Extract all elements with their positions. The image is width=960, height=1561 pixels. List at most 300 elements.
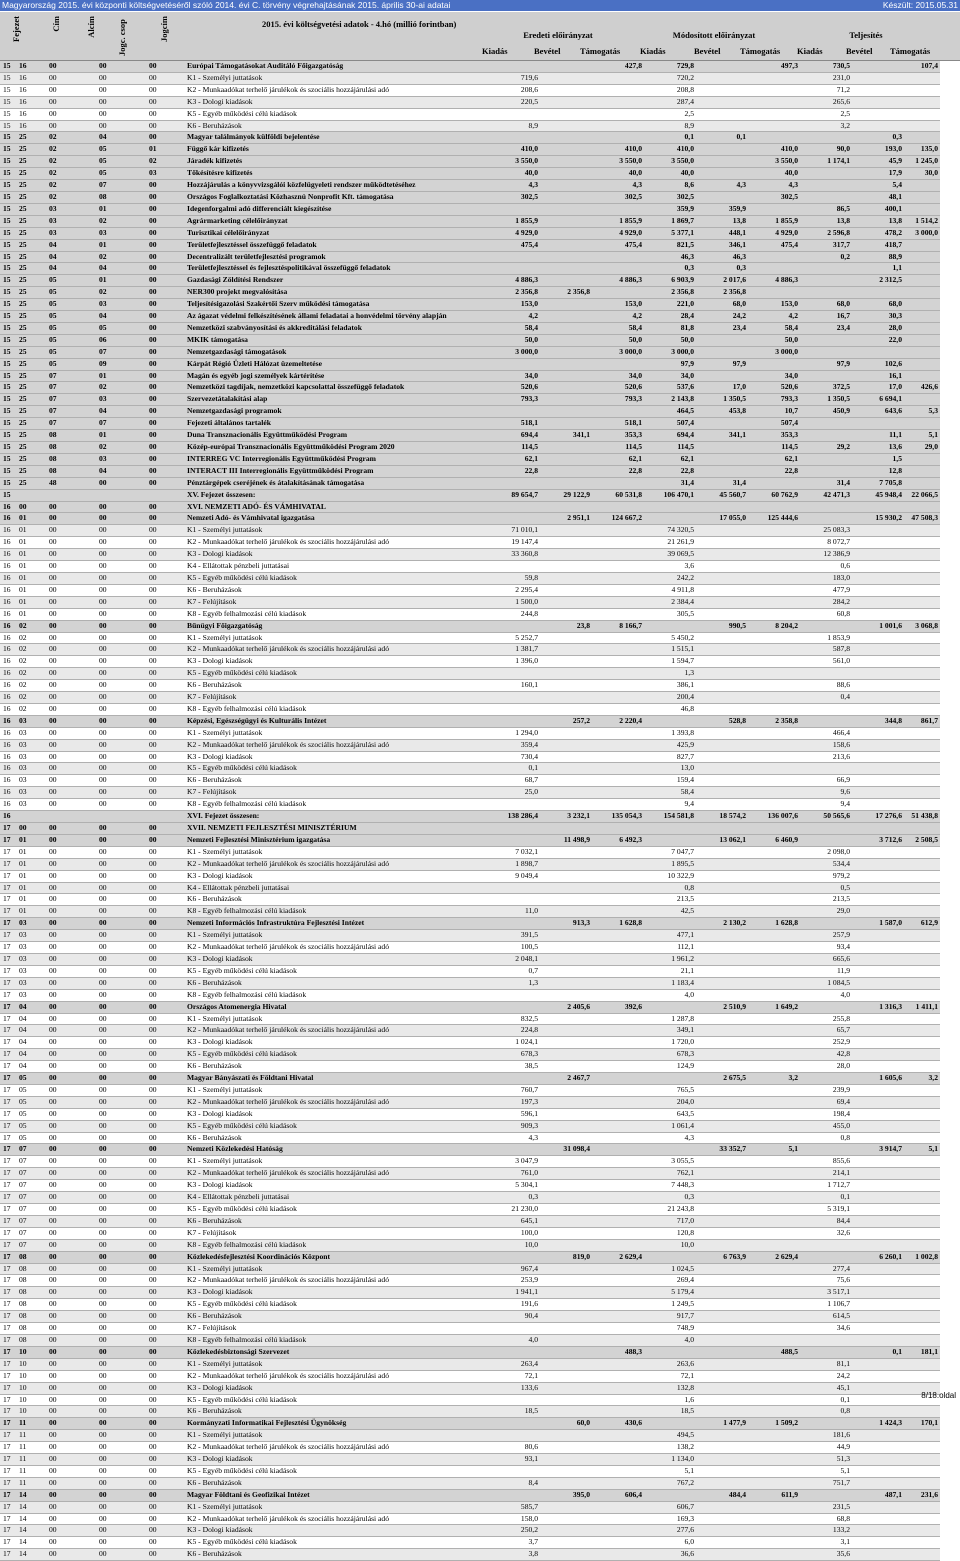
value-cell [592,1192,644,1204]
value-cell [696,1311,748,1323]
value-cell: 50,0 [644,334,696,346]
value-cell [592,1287,644,1299]
value-cell: 18 574,2 [696,811,748,823]
code-cell: 16 [0,703,16,715]
value-cell: 257,2 [540,715,592,727]
value-cell [644,715,696,727]
value-cell [592,608,644,620]
value-cell [852,1311,904,1323]
code-cell: 17 [0,1156,16,1168]
value-cell [904,1192,940,1204]
value-cell [696,1049,748,1061]
value-cell: 10 322,9 [644,870,696,882]
value-cell [488,1251,540,1263]
value-cell: 3 000,0 [644,346,696,358]
item-name: K1 - Személyi juttatások [184,632,488,644]
value-cell [592,84,644,96]
table-row [0,751,940,763]
value-cell [748,1049,800,1061]
value-cell: 65,7 [800,1025,852,1037]
code-cell: 03 [146,168,184,180]
value-cell [904,751,940,763]
code-cell: 05 [16,1132,46,1144]
value-cell: 62,1 [488,453,540,465]
value-cell: 10,0 [488,1239,540,1251]
value-cell [540,1037,592,1049]
code-cell: 00 [146,1549,184,1561]
value-cell: 2 629,4 [748,1251,800,1263]
code-cell: 17 [0,846,16,858]
value-cell [852,1525,904,1537]
item-name: K2 - Munkaadókat terhelő járulékok és szociális hozzájárulási adó [184,84,488,96]
value-cell: 60 762,9 [748,489,800,501]
value-cell [540,203,592,215]
value-cell: 990,5 [696,620,748,632]
table-row [0,823,940,835]
value-cell [852,739,904,751]
code-cell: 01 [16,561,46,573]
code-cell: 07 [46,394,96,406]
value-cell [748,930,800,942]
value-cell [852,787,904,799]
code-cell: 25 [16,299,46,311]
code-cell: 01 [16,584,46,596]
value-cell [696,1382,748,1394]
value-cell: 160,1 [488,680,540,692]
code-cell: 17 [0,1025,16,1037]
code-cell: 00 [146,823,184,835]
value-cell [904,846,940,858]
value-cell [748,739,800,751]
item-name: K2 - Munkaadókat terhelő járulékok és szociális hozzájárulási adó [184,644,488,656]
item-name: Nemzeti Fejlesztési Minisztérium igazgatása [184,834,488,846]
table-row [0,668,940,680]
value-cell: 51,3 [800,1454,852,1466]
code-cell: 00 [96,1108,146,1120]
value-cell [696,656,748,668]
value-cell: 1 381,7 [488,644,540,656]
code-cell: 25 [16,251,46,263]
item-name: K5 - Egyéb működési célú kiadások [184,572,488,584]
value-cell [540,1549,592,1561]
table-row [0,1061,940,1073]
table-row [0,906,940,918]
value-cell: 153,0 [748,299,800,311]
value-cell [696,1013,748,1025]
item-name: K2 - Munkaadókat terhelő járulékok és szociális hozzájárulási adó [184,942,488,954]
code-cell: 16 [0,751,16,763]
code-cell: 00 [96,1120,146,1132]
code-cell: 16 [0,811,16,823]
value-cell: 1 898,7 [488,858,540,870]
value-cell: 31,4 [800,477,852,489]
code-cell: 00 [46,882,96,894]
table-row [0,1370,940,1382]
value-cell: 643,5 [644,1108,696,1120]
value-cell [748,1430,800,1442]
value-cell [592,644,644,656]
code-cell: 17 [0,1382,16,1394]
value-cell [592,108,644,120]
code-cell: 00 [146,215,184,227]
value-cell: 1 720,0 [644,1037,696,1049]
value-cell: 183,0 [800,572,852,584]
value-cell [904,977,940,989]
value-cell [748,72,800,84]
code-cell: 16 [0,680,16,692]
value-cell: 372,5 [800,382,852,394]
code-cell: 00 [46,1227,96,1239]
value-cell [696,561,748,573]
code-cell: 07 [16,1192,46,1204]
code-cell: 00 [146,1156,184,1168]
value-cell [696,1096,748,1108]
table-row [0,72,940,84]
code-cell: 00 [146,549,184,561]
code-cell: 00 [146,1287,184,1299]
code-cell: 17 [0,930,16,942]
code-cell: 02 [16,668,46,680]
code-cell: 03 [96,453,146,465]
value-cell [540,1323,592,1335]
value-cell: 9,6 [800,787,852,799]
value-cell: 135 054,3 [592,811,644,823]
value-cell: 62,1 [644,453,696,465]
code-cell: 01 [16,513,46,525]
value-cell [540,799,592,811]
code-cell: 00 [46,72,96,84]
code-cell: 16 [0,715,16,727]
value-cell [696,870,748,882]
code-cell: 17 [0,1227,16,1239]
code-cell: 00 [46,1430,96,1442]
value-cell [904,132,940,144]
code-cell: 11 [16,1430,46,1442]
value-cell: 124,9 [644,1061,696,1073]
code-cell: 00 [146,751,184,763]
code-cell: 17 [0,1132,16,1144]
value-cell [540,1061,592,1073]
value-cell: 1 895,5 [644,858,696,870]
code-cell: 00 [46,1084,96,1096]
table-row [0,584,940,596]
item-name: K6 - Beruházások [184,775,488,787]
code-cell: 08 [16,1323,46,1335]
code-cell: 17 [0,977,16,989]
value-cell [592,1454,644,1466]
table-row [0,1120,940,1132]
value-cell: 17,9 [852,168,904,180]
code-cell: 00 [46,787,96,799]
code-cell: 00 [96,763,146,775]
value-cell: 1 628,8 [748,918,800,930]
code-cell: 01 [16,608,46,620]
table-row [0,1227,940,1239]
value-cell [696,787,748,799]
value-cell: 518,1 [488,418,540,430]
value-cell [488,918,540,930]
value-cell: 2 048,1 [488,953,540,965]
value-cell [800,918,852,930]
value-cell [592,584,644,596]
table-row [0,834,940,846]
code-cell: 08 [16,1311,46,1323]
value-cell: 71 010,1 [488,525,540,537]
value-cell [852,858,904,870]
code-cell: 01 [16,846,46,858]
item-name: K7 - Felújítások [184,1323,488,1335]
code-cell: 00 [46,1144,96,1156]
value-cell [540,299,592,311]
value-cell [904,477,940,489]
value-cell: 1,1 [852,263,904,275]
item-name: K3 - Dologi kiadások [184,751,488,763]
subcol: Támogatás [890,46,931,56]
value-cell [696,608,748,620]
value-cell: 678,3 [488,1049,540,1061]
code-cell: 00 [146,287,184,299]
code-cell: 00 [46,799,96,811]
value-cell [696,668,748,680]
item-name: XVI. Fejezet összesen: [184,811,488,823]
value-cell: 31 098,4 [540,1144,592,1156]
value-cell [696,1192,748,1204]
code-cell: 07 [16,1168,46,1180]
value-cell [852,1013,904,1025]
code-cell: 16 [0,549,16,561]
item-name: K1 - Személyi juttatások [184,1263,488,1275]
table-row [0,311,940,323]
value-cell [540,382,592,394]
value-cell [696,680,748,692]
code-cell: 00 [46,942,96,954]
value-cell [748,751,800,763]
value-cell: 1 509,2 [748,1418,800,1430]
value-cell: 1 594,7 [644,656,696,668]
code-cell: 00 [146,965,184,977]
code-cell: 00 [146,1073,184,1085]
item-name: K8 - Egyéb felhalmozási célú kiadások [184,799,488,811]
value-cell: 488,3 [592,1346,644,1358]
value-cell [592,1084,644,1096]
value-cell: 124 667,2 [592,513,644,525]
code-cell: 00 [46,763,96,775]
value-cell: 8,6 [644,180,696,192]
code-cell: 00 [146,894,184,906]
code-cell: 00 [146,370,184,382]
value-cell: 3 550,0 [592,156,644,168]
value-cell [592,977,644,989]
value-cell: 1 001,6 [852,620,904,632]
value-cell: 133,2 [800,1525,852,1537]
value-cell: 359,4 [488,739,540,751]
code-cell: 00 [96,1382,146,1394]
item-name: Területfejlesztéssel és fejlesztéspolitikával összefüggő feladatok [184,263,488,275]
item-name: K2 - Munkaadókat terhelő járulékok és szociális hozzájárulási adó [184,1025,488,1037]
code-cell: 01 [16,882,46,894]
value-cell: 9 049,4 [488,870,540,882]
item-name: K6 - Beruházások [184,584,488,596]
value-cell: 4,3 [488,180,540,192]
code-cell: 15 [0,287,16,299]
value-cell: 22,8 [592,465,644,477]
value-cell: 819,0 [540,1251,592,1263]
code-cell: 00 [146,191,184,203]
code-cell: 00 [146,1263,184,1275]
code-cell: 03 [16,942,46,954]
item-name: K3 - Dologi kiadások [184,1108,488,1120]
value-cell [592,823,644,835]
value-cell [696,549,748,561]
value-cell [904,465,940,477]
value-cell: 3 000,0 [592,346,644,358]
value-cell [540,144,592,156]
value-cell [748,251,800,263]
item-name: K1 - Személyi juttatások [184,72,488,84]
value-cell: 8 072,7 [800,537,852,549]
code-cell: 15 [0,406,16,418]
code-cell: 02 [16,656,46,668]
value-cell: 587,8 [800,644,852,656]
value-cell [852,549,904,561]
value-cell: 2 143,8 [644,394,696,406]
code-cell: 25 [16,394,46,406]
code-cell: 16 [0,799,16,811]
item-name: K7 - Felújítások [184,692,488,704]
value-cell [748,358,800,370]
code-cell: 17 [0,1465,16,1477]
code-cell: 04 [96,263,146,275]
value-cell [800,132,852,144]
code-cell: 05 [46,334,96,346]
value-cell [852,644,904,656]
value-cell [904,1406,940,1418]
table-row [0,620,940,632]
item-name: K6 - Beruházások [184,1061,488,1073]
value-cell: 208,8 [644,84,696,96]
code-cell: 00 [96,739,146,751]
value-cell: 50 565,6 [800,811,852,823]
value-cell: 4,3 [592,180,644,192]
value-cell [488,715,540,727]
value-cell [540,1382,592,1394]
value-cell: 3 712,6 [852,834,904,846]
code-cell: 17 [0,1477,16,1489]
value-cell [488,513,540,525]
code-cell: 00 [46,953,96,965]
code-cell: 17 [0,953,16,965]
value-cell [592,1227,644,1239]
table-row [0,1442,940,1454]
value-cell: 359,9 [696,203,748,215]
item-name: K3 - Dologi kiadások [184,1037,488,1049]
value-cell [488,882,540,894]
value-cell [488,501,540,513]
value-cell: 6 694,1 [852,394,904,406]
value-cell [748,977,800,989]
value-cell: 213,6 [800,751,852,763]
table-body [0,61,940,1561]
code-cell: 02 [46,156,96,168]
code-cell: 03 [46,227,96,239]
code-cell: 08 [16,1275,46,1287]
value-cell [904,453,940,465]
code-cell: 15 [0,215,16,227]
value-cell [904,1454,940,1466]
code-cell: 00 [96,775,146,787]
code-cell: 17 [0,1442,16,1454]
value-cell [696,84,748,96]
code-cell: 00 [146,1299,184,1311]
code-cell: 00 [146,537,184,549]
value-cell: 60,0 [540,1418,592,1430]
value-cell [904,501,940,513]
value-cell: 284,2 [800,596,852,608]
table-row [0,858,940,870]
code-cell: 00 [96,1180,146,1192]
value-cell: 425,9 [644,739,696,751]
value-cell: 62,1 [592,453,644,465]
value-cell [540,858,592,870]
table-row [0,811,940,823]
value-cell: 28,4 [644,311,696,323]
value-cell: 12 386,9 [800,549,852,561]
code-cell: 00 [96,977,146,989]
table-row [0,180,940,192]
value-cell: 8,4 [488,1477,540,1489]
code-cell: 17 [0,1537,16,1549]
code-cell: 00 [96,727,146,739]
value-cell [800,620,852,632]
code-cell [16,489,46,501]
value-cell [904,370,940,382]
code-cell: 00 [46,1394,96,1406]
value-cell: 17 276,6 [852,811,904,823]
code-cell: 00 [146,1382,184,1394]
value-cell: 45,1 [800,1382,852,1394]
item-name: K5 - Egyéb működési célú kiadások [184,1299,488,1311]
code-cell: 00 [146,1096,184,1108]
code-cell: 00 [96,1370,146,1382]
code-cell: 00 [146,561,184,573]
value-cell [592,930,644,942]
value-cell [540,703,592,715]
value-cell [852,1549,904,1561]
value-cell: 45,9 [852,156,904,168]
value-cell [748,692,800,704]
value-cell: 917,7 [644,1311,696,1323]
table-row [0,1013,940,1025]
code-cell: 00 [46,1323,96,1335]
code-cell: 25 [16,346,46,358]
value-cell: 12,8 [852,465,904,477]
item-name: K1 - Személyi juttatások [184,1084,488,1096]
value-cell [592,1537,644,1549]
value-cell [904,989,940,1001]
subcol: Támogatás [740,46,781,56]
value-cell: 0,1 [852,1346,904,1358]
value-cell [748,1358,800,1370]
code-cell: 17 [0,1525,16,1537]
value-cell [592,1120,644,1132]
value-cell [696,1215,748,1227]
value-cell: 561,0 [800,656,852,668]
value-cell [592,132,644,144]
code-cell: 00 [96,501,146,513]
code-cell: 04 [16,1025,46,1037]
value-cell [852,1299,904,1311]
value-cell [592,1144,644,1156]
